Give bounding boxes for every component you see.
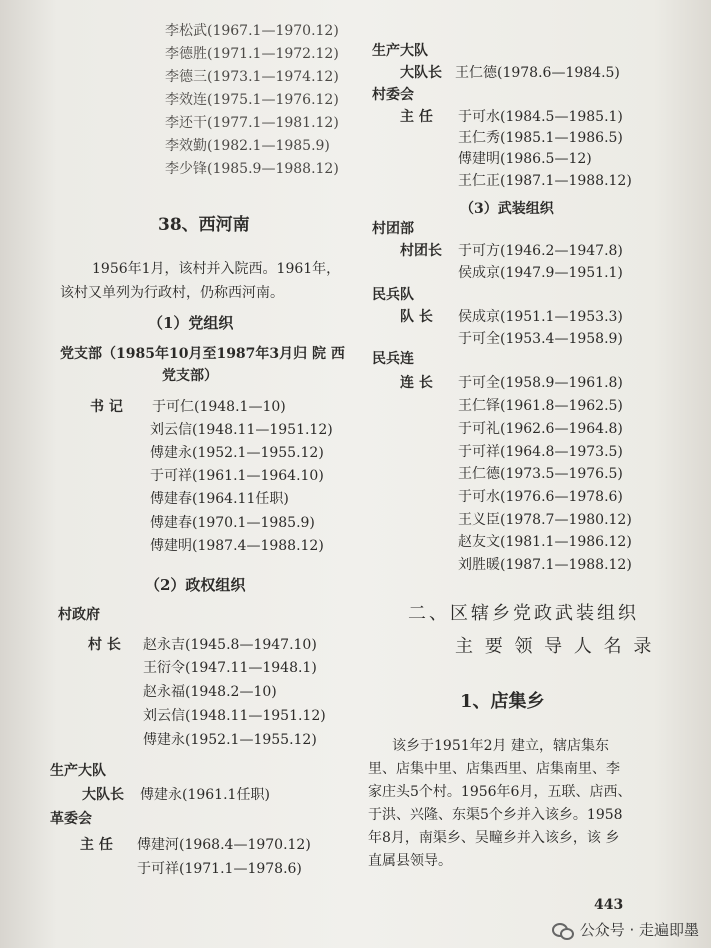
list-item: 王仁铎(1961.8—1962.5) [458,398,623,414]
role-label: 队 长 [400,309,433,325]
org-heading: 党支部（1985年10月至1987年3月归 院 西 [60,346,345,362]
list-item: 于可礼(1962.6—1964.8) [458,421,623,437]
list-item: 于可祥(1971.1—1978.6) [137,861,302,877]
watermark [552,919,699,940]
role-label: 村 长 [88,637,121,653]
list-item: 李还干(1977.1—1981.12) [165,115,339,131]
intro-line: 1956年1月，该村并入院西。1961年， [92,261,341,277]
list-item: 傅建春(1964.11任职) [150,491,289,507]
paragraph-line: 家庄头5个村。1956年6月，五联、店西、 [368,784,632,800]
list-item: 李少锋(1985.9—1988.12) [165,161,339,177]
page-number: 443 [594,897,624,913]
list-item: 刘云信(1948.11—1951.12) [150,422,333,438]
role-label: 大队长 [400,65,442,81]
list-item: 刘胜暖(1987.1—1988.12) [458,557,632,573]
list-item: 于可全(1953.4—1958.9) [458,331,623,347]
list-item: 王仁德(1978.6—1984.5) [455,65,620,81]
list-item: 傅建河(1968.4—1970.12) [137,837,311,853]
list-item: 于可水(1984.5—1985.1) [458,109,623,125]
list-item: 赵友文(1981.1—1986.12) [458,534,632,550]
paragraph-line: 里、店集中里、店集西里、店集南里、李 [368,761,620,777]
org-heading: 村委会 [372,87,414,103]
org-heading: 革委会 [50,811,92,827]
list-item: 于可方(1946.2—1947.8) [458,243,623,259]
list-item: 于可全(1958.9—1961.8) [458,375,623,391]
org-heading: 民兵连 [372,351,414,367]
section-title: 38、西河南 [158,215,250,235]
subsection-title: （1）党组织 [148,314,234,332]
list-item: 侯成京(1951.1—1953.3) [458,309,623,325]
list-item: 于可仁(1948.1—10) [152,399,286,415]
list-item: 傅建永(1952.1—1955.12) [150,445,324,461]
list-item: 侯成京(1947.9—1951.1) [458,265,623,281]
role-label: 主 任 [80,837,113,853]
role-label: 主 任 [400,109,433,125]
paragraph-line: 该乡于1951年2月 建立，辖店集东 [392,738,609,754]
list-item: 王仁秀(1985.1—1986.5) [458,130,623,146]
role-label: 书 记 [90,399,123,415]
subsection-title: （3）武装组织 [460,201,554,217]
chapter-subtitle: 主 要 领 导 人 名 录 [455,636,655,657]
org-heading: 党支部） [162,368,218,384]
list-item: 于可祥(1961.1—1964.10) [150,468,324,484]
list-item: 傅建明(1987.4—1988.12) [150,538,324,554]
list-item: 于可水(1976.6—1978.6) [458,489,623,505]
list-item: 李效连(1975.1—1976.12) [165,92,339,108]
paragraph-line: 年8月，南渠乡、吴疃乡并入该乡，该 乡 [368,830,620,846]
wechat-icon [552,922,574,938]
list-item: 傅建明(1986.5—12) [458,151,592,167]
org-heading: 民兵队 [372,287,414,303]
subsection-title: （2）政权组织 [145,576,246,594]
list-item: 王仁德(1973.5—1976.5) [458,466,623,482]
list-item: 李效勤(1982.1—1985.9) [165,138,330,154]
chapter-title: 二、区辖乡党政武装组织 [408,603,639,624]
list-item: 王衍令(1947.11—1948.1) [143,660,317,676]
list-item: 傅建春(1970.1—1985.9) [150,515,315,531]
watermark-text: 公众号 · 走遍即墨 [579,921,699,939]
org-heading: 村政府 [58,607,100,623]
role-label: 连 长 [400,375,433,391]
list-item: 李德三(1973.1—1974.12) [165,69,339,85]
list-item: 王仁正(1987.1—1988.12) [458,173,632,189]
list-item: 于可祥(1964.8—1973.5) [458,444,623,460]
role-label: 大队长 [82,787,124,803]
list-item: 李松武(1967.1—1970.12) [165,23,339,39]
township-title: 1、店集乡 [460,691,545,712]
intro-line: 该村又单列为行政村，仍称西河南。 [60,285,284,301]
paragraph-line: 于洪、兴隆、东渠5个乡并入该乡。1958 [368,807,623,823]
list-item: 刘云信(1948.11—1951.12) [143,708,326,724]
list-item: 王义臣(1978.7—1980.12) [458,512,632,528]
org-heading: 村团部 [372,221,414,237]
list-item: 赵永福(1948.2—10) [143,684,277,700]
list-item: 傅建永(1961.1任职) [140,787,270,803]
list-item: 李德胜(1971.1—1972.12) [165,46,339,62]
org-heading: 生产大队 [50,763,106,779]
list-item: 赵永吉(1945.8—1947.10) [143,637,317,653]
org-heading: 生产大队 [372,43,428,59]
paragraph-line: 直属县领导。 [368,853,452,869]
list-item: 傅建永(1952.1—1955.12) [143,732,317,748]
role-label: 村团长 [400,243,442,259]
